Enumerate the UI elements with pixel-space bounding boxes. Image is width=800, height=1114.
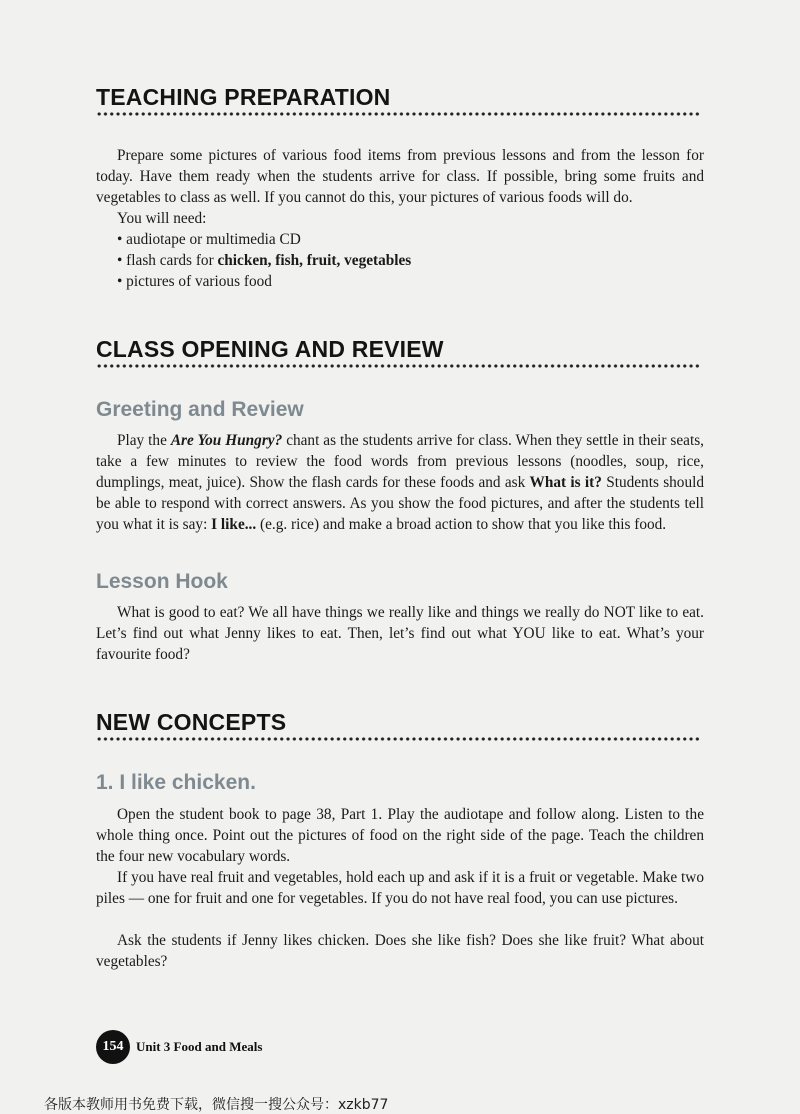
need-item-pictures: • pictures of various food (117, 273, 272, 290)
question-phrase: What is it? (529, 474, 602, 491)
section-title: TEACHING PREPARATION (96, 84, 391, 110)
preparation-intro: Prepare some pictures of various food items from previous lessons and from the lesson for today. Have them ready when the students arrive for class. If possible, bring some fruits and vegetables to class as well. If you cannot do this, your pictures of various foods will do. (96, 147, 704, 206)
need-item-flash-cards-prefix: • flash cards for (117, 252, 218, 269)
section-header-class-opening (96, 336, 700, 370)
concepts-paragraph-3: Ask the students if Jenny likes chicken. Does she like fish? Does she like fruit? What about vegetables? (96, 932, 704, 970)
chant-title: Are You Hungry? (170, 432, 283, 449)
page-number-badge: 154 (96, 1030, 130, 1064)
text-run: chant as the students arrive for class. When they settle in their seats, take a few minutes to review the food words from previous lessons (noodles, soup, rice, dumplings, meat, juice). Show the flash cards for these foods and ask (96, 432, 704, 491)
unit-label: Unit 3 Food and Meals (136, 1039, 263, 1054)
text-run: Students should be able to respond with correct answers. As you show the food pictures, and after the students tell you what it is say: (96, 474, 705, 533)
dotted-rule (96, 736, 700, 742)
text-run: (e.g. rice) and make a broad action to show that you like this food. (256, 516, 667, 533)
subheading-lesson-hook: Lesson Hook (96, 570, 228, 593)
subheading-i-like-chicken: 1. I like chicken. (96, 771, 256, 794)
lesson-hook-paragraph: What is good to eat? We all have things we really like and things we really do NOT like to eat. Let’s find out what Jenny likes to eat. Then, let’s find out what YOU like to eat. What’s your favourite food? (96, 604, 704, 663)
section-title: CLASS OPENING AND REVIEW (96, 336, 444, 362)
dotted-rule (96, 111, 700, 117)
text-run: Play the (117, 432, 171, 449)
section-header-teaching-preparation (96, 84, 700, 118)
section-header-new-concepts (96, 709, 700, 743)
need-label: You will need: (117, 210, 207, 227)
dotted-rule (96, 363, 700, 369)
need-item-flash-cards (117, 250, 411, 271)
section-title: NEW CONCEPTS (96, 709, 287, 735)
watermark-text: 各版本教师用书免费下载，微信搜一搜公众号：xzkb77 (44, 1097, 389, 1113)
need-item-flash-cards-words: chicken, fish, fruit, vegetables (217, 252, 412, 269)
need-item-audiotape: • audiotape or multimedia CD (117, 231, 301, 248)
concepts-paragraph-1: Open the student book to page 38, Part 1. Play the audiotape and follow along. Listen to the whole thing once. Point out the pictures of food on the right side of the page. Teach the children the four new vocabulary words. (96, 806, 704, 865)
concepts-paragraph-2: If you have real fruit and vegetables, hold each up and ask if it is a fruit or vegetable. Make two piles — one for fruit and one for vegetables. If you do not have real food, you can use pictures. (96, 869, 704, 907)
subheading-greeting-review: Greeting and Review (96, 398, 304, 421)
greeting-paragraph (96, 430, 704, 535)
i-like-phrase: I like... (211, 516, 257, 533)
